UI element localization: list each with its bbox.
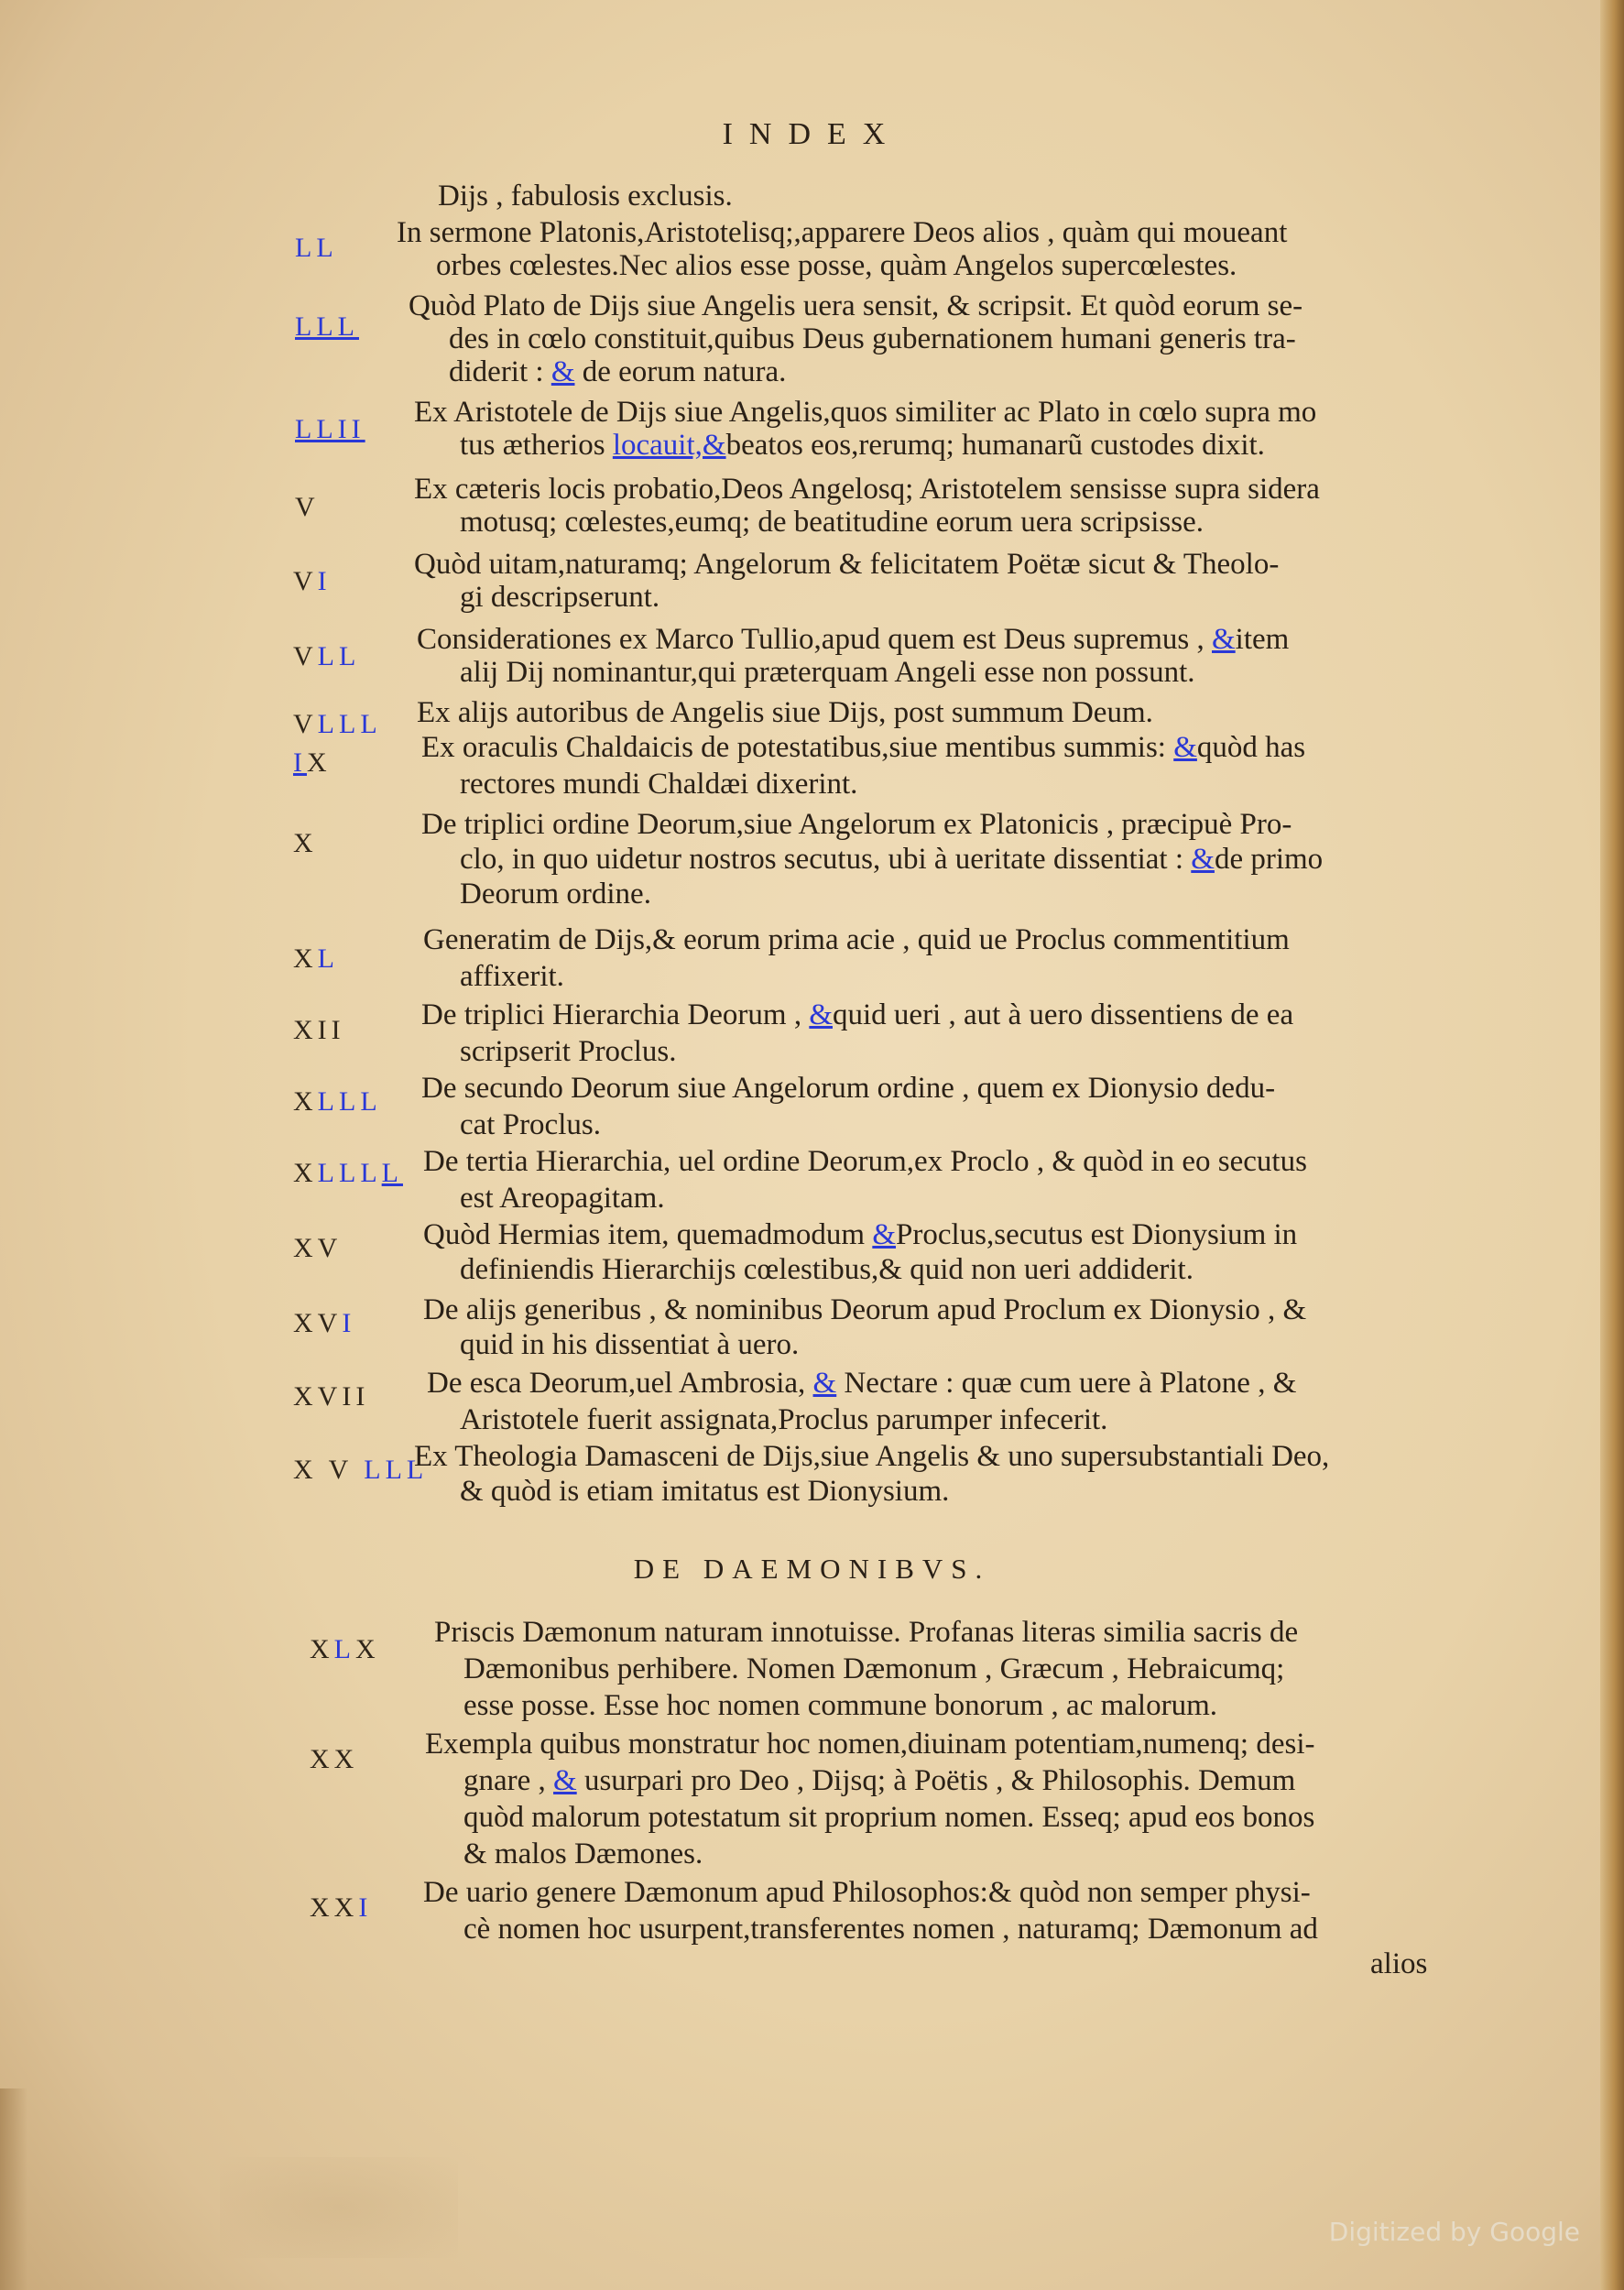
ampersand-link[interactable]: & (812, 1367, 837, 1400)
entry-numeral: VLLL (293, 709, 382, 739)
entry-numeral: XX (310, 1744, 359, 1774)
entry-line: & quòd is etiam imitatus est Dionysium. (460, 1475, 950, 1508)
entry-line: De secundo Deorum siue Angelorum ordine , quem ex Dionysio dedu- (421, 1072, 1276, 1105)
entry-line: Dijs , fabulosis exclusis. (438, 180, 733, 213)
entry-line: est Areopagitam. (460, 1182, 665, 1215)
entry-line: cat Proclus. (460, 1108, 601, 1141)
entry-line: des in cœlo constituit,quibus Deus gubernationem humani generis tra- (449, 322, 1296, 355)
entry-line: orbes cœlestes.Nec alios esse posse, quàm Angelos supercœlestes. (436, 249, 1237, 282)
entry-numeral: VLL (293, 641, 361, 671)
entry-line: De alijs generibus , & nominibus Deorum apud Proclum ex Dionysio , & (423, 1293, 1307, 1326)
ampersand-link[interactable]: & (553, 1764, 577, 1797)
entry-numeral: XLLL (293, 1086, 382, 1117)
entry-line: scripserit Proclus. (460, 1035, 677, 1068)
entry-line: Considerationes ex Marco Tullio,apud quem est Deus supremus , &item (417, 623, 1290, 656)
entry-line: Quòd Plato de Dijs siue Angelis uera sensit, & scripsit. Et quòd eorum se- (409, 289, 1303, 322)
ampersand-link[interactable]: & (550, 355, 575, 388)
entry-line: Priscis Dæmonum naturam innotuisse. Profanas literas similia sacris de (434, 1616, 1299, 1649)
catchword: alios (1370, 1947, 1428, 1980)
entry-line: gi descripserunt. (460, 581, 660, 614)
entry-text: tus ætherios (460, 429, 613, 462)
entry-line: In sermone Platonis,Aristotelisq;,apparere Deos alios , quàm qui moueant (397, 216, 1288, 249)
entry-line: Dæmonibus perhibere. Nomen Dæmonum , Græcum , Hebraicumq; (463, 1652, 1285, 1685)
ampersand-link[interactable]: & (1212, 623, 1236, 656)
entry-line: clo, in quo uidetur nostros secutus, ubi à ueritate dissentiat : &de primo (460, 843, 1324, 876)
entry-numeral: XVI (293, 1308, 356, 1338)
digitized-watermark: Digitized by Google (1328, 2217, 1580, 2247)
entry-text: beatos eos,rerumq; humanarũ custodes dixit. (725, 429, 1265, 462)
entry-line: De triplici ordine Deorum,siue Angelorum ex Platonicis , præcipuè Pro- (421, 808, 1292, 841)
entry-line: rectores mundi Chaldæi dixerint. (460, 768, 858, 801)
entry-line (460, 427, 1265, 463)
entry-line (449, 354, 786, 390)
running-head: INDEX (722, 117, 902, 151)
entry-line: quòd malorum potestatum sit proprium nomen. Esseq; apud eos bonos (463, 1801, 1315, 1834)
entry-line: Generatim de Dijs,& eorum prima acie , quid ue Proclus commentitium (423, 923, 1290, 956)
locauit-link[interactable]: locauit,& (612, 429, 726, 462)
entry-numeral: XVII (293, 1381, 370, 1412)
entry-numeral: XLLLL (293, 1158, 403, 1188)
entry-line: alij Dij nominantur,qui præterquam Angeli esse non possunt. (460, 656, 1195, 689)
entry-line: Quòd Hermias item, quemadmodum &Proclus,secutus est Dionysium in (423, 1218, 1298, 1251)
entry-line: Exempla quibus monstratur hoc nomen,diuinam potentiam,numenq; desi- (425, 1728, 1315, 1761)
ampersand-link[interactable]: & (1191, 843, 1215, 876)
entry-line: Ex Aristotele de Dijs siue Angelis,quos similiter ac Plato in cœlo supra mo (414, 396, 1317, 429)
entry-numeral: X V LLL (293, 1455, 429, 1485)
entry-line: esse posse. Esse hoc nomen commune bonorum , ac malorum. (463, 1689, 1217, 1722)
entry-line: Ex oraculis Chaldaicis de potestatibus,siue mentibus summis: &quòd has (421, 731, 1306, 764)
entry-numeral: X (293, 828, 318, 858)
entry-numeral: V (295, 492, 320, 522)
entry-line: Quòd uitam,naturamq; Angelorum & felicitatem Poëtæ sicut & Theolo- (414, 548, 1280, 581)
entry-numeral: LL (295, 233, 338, 263)
entry-line: Ex alijs autoribus de Angelis siue Dijs, post summum Deum. (417, 696, 1153, 729)
entry-numeral: XLX (310, 1634, 380, 1664)
entry-numeral: XXI (310, 1892, 373, 1923)
paper-stain (220, 2157, 458, 2258)
entry-line: motusq; cœlestes,eumq; de beatitudine eorum uera scripsisse. (460, 506, 1204, 539)
entry-line: Aristotele fuerit assignata,Proclus parumper infecerit. (460, 1403, 1108, 1436)
entry-line: De esca Deorum,uel Ambrosia, & Nectare : quæ cum uere à Platone , & (427, 1367, 1297, 1400)
entry-line: Ex Theologia Damasceni de Dijs,siue Angelis & uno supersubstantiali Deo, (414, 1440, 1330, 1473)
entry-line: definiendis Hierarchijs cœlestibus,& quid non ueri addiderit. (460, 1253, 1193, 1286)
ampersand-link[interactable]: & (872, 1218, 896, 1251)
entry-text: diderit : (449, 355, 551, 388)
entry-numeral: XL (293, 943, 339, 974)
ampersand-link[interactable]: & (1173, 731, 1197, 764)
entry-numeral: LLL (295, 311, 359, 342)
entry-numeral: LLII (295, 414, 365, 444)
entry-numeral: IX (293, 747, 332, 778)
entry-line: De tertia Hierarchia, uel ordine Deorum,ex Proclo , & quòd in eo secutus (423, 1145, 1307, 1178)
entry-line: gnare , & usurpari pro Deo , Dijsq; à Poëtis , & Philosophis. Demum (463, 1764, 1296, 1797)
ampersand-link[interactable]: & (809, 998, 833, 1031)
entry-line: cè nomen hoc usurpent,transferentes nomen , naturamq; Dæmonum ad (463, 1913, 1318, 1946)
page-edge (1600, 0, 1624, 2290)
entry-numeral: VI (293, 566, 332, 596)
entry-line: Deorum ordine. (460, 878, 651, 911)
entry-line: Ex cæteris locis probatio,Deos Angelosq; Aristotelem sensisse supra sidera (414, 473, 1320, 506)
entry-line: De triplici Hierarchia Deorum , &quid ueri , aut à uero dissentiens de ea (421, 998, 1294, 1031)
entry-line: quid in his dissentiat à uero. (460, 1328, 800, 1361)
entry-numeral: XII (293, 1015, 345, 1045)
entry-line: affixerit. (460, 960, 564, 993)
entry-text: de eorum natura. (574, 355, 787, 388)
entry-line: & malos Dæmones. (463, 1837, 703, 1870)
page-fold-shadow (0, 2088, 27, 2290)
entry-line: De uario genere Dæmonum apud Philosophos:& quòd non semper physi- (423, 1876, 1311, 1909)
section-heading: DE DAEMONIBVS. (633, 1553, 991, 1585)
entry-numeral: XV (293, 1233, 343, 1263)
